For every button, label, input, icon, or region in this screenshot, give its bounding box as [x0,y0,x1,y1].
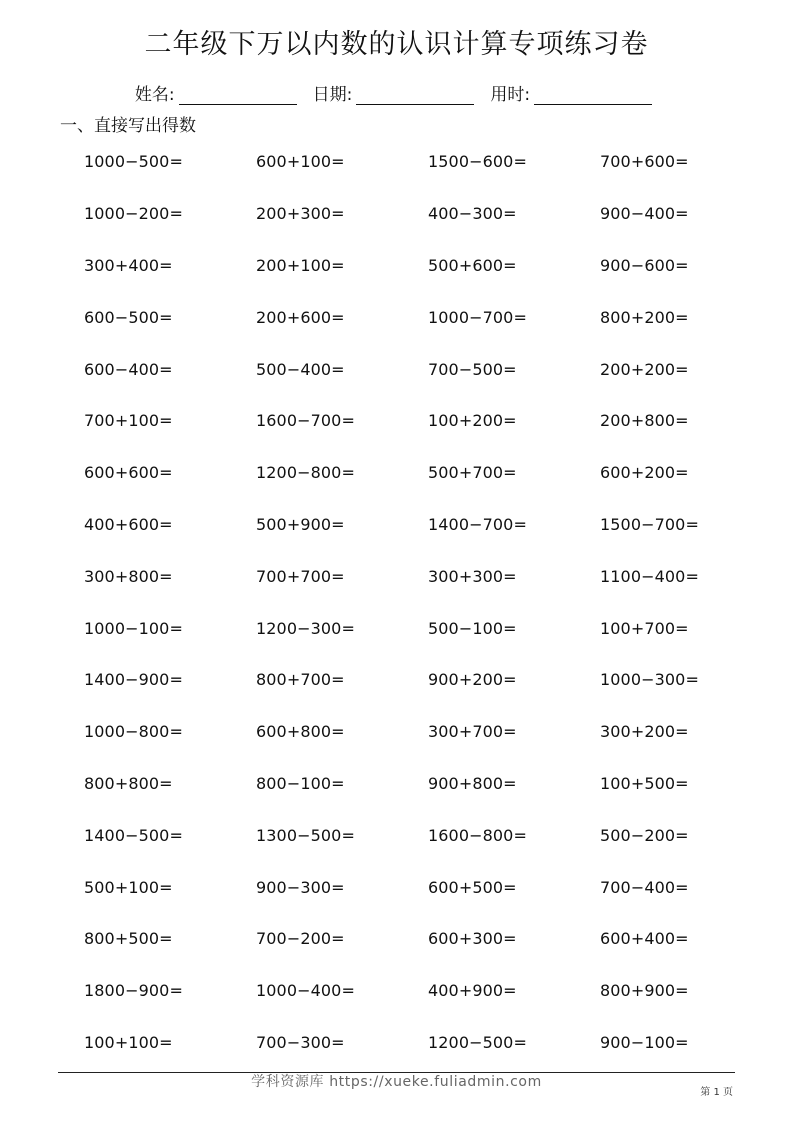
math-problem: 300+400= [84,255,173,275]
date-field [313,80,481,105]
math-problem: 500+900= [256,514,345,534]
page-number: 第 1 页 [700,1087,733,1098]
math-problem: 900−300= [256,877,345,897]
math-problem: 600+200= [600,463,689,483]
math-problem: 400+600= [84,514,173,534]
math-problem: 600+300= [428,929,517,949]
math-problem: 800+700= [256,670,345,690]
math-problem: 1000−700= [428,307,527,327]
math-problem: 1800−900= [84,981,183,1001]
math-problem: 1300−500= [256,825,355,845]
math-problem: 600+500= [428,877,517,897]
math-problem: 700−400= [600,877,689,897]
time-blank [534,88,652,105]
math-problem: 700+600= [600,152,689,172]
date-label: 日期: [312,85,353,105]
math-problem: 1500−700= [600,514,699,534]
student-info-row [0,80,793,105]
math-problem: 900+800= [428,773,517,793]
math-problem: 1200−300= [256,618,355,638]
math-problem: 600+400= [600,929,689,949]
math-problem: 500−200= [600,825,689,845]
math-problem: 900+200= [428,670,517,690]
date-blank [356,88,474,105]
math-problem: 200+200= [600,359,689,379]
math-problem: 1400−500= [84,825,183,845]
math-problem: 700−500= [428,359,517,379]
math-problem: 600−400= [84,359,173,379]
name-field [135,80,303,105]
math-problem: 400+900= [428,981,517,1001]
math-problem: 1200−500= [428,1032,527,1052]
math-problem: 300+300= [428,566,517,586]
math-problem: 300+200= [600,722,689,742]
math-problem: 100+700= [600,618,689,638]
math-problem: 500+700= [428,463,517,483]
math-problem: 700+100= [84,411,173,431]
math-problem: 700+700= [256,566,345,586]
math-problem: 600+600= [84,463,173,483]
math-problem: 300+800= [84,566,173,586]
time-field [490,80,658,105]
math-problem: 400−300= [428,204,517,224]
math-problem: 100+200= [428,411,517,431]
math-problem: 600−500= [84,307,173,327]
math-problem: 600+800= [256,722,345,742]
math-problem: 500+600= [428,255,517,275]
math-problem: 1000−400= [256,981,355,1001]
math-problem: 800+200= [600,307,689,327]
math-problem: 1100−400= [600,566,699,586]
math-problem: 900−400= [600,204,689,224]
math-problem: 200+100= [256,255,345,275]
math-problem: 900−100= [600,1032,689,1052]
math-problem: 900−600= [600,255,689,275]
math-problem: 800+800= [84,773,173,793]
math-problem: 500−100= [428,618,517,638]
math-problem: 500−400= [256,359,345,379]
section-heading: 一、直接写出得数 [60,116,196,136]
math-problem: 600+100= [256,152,345,172]
math-problem: 1400−700= [428,514,527,534]
math-problem: 1000−300= [600,670,699,690]
footer-watermark: 学科资源库 https://xueke.fuliadmin.com [251,1074,542,1090]
math-problem: 1000−500= [84,152,183,172]
math-problem: 500+100= [84,877,173,897]
math-problem: 1400−900= [84,670,183,690]
problem-grid [84,136,772,1068]
time-label: 用时: [490,85,531,105]
name-label: 姓名: [134,85,175,105]
math-problem: 800−100= [256,773,345,793]
name-blank [179,88,297,105]
math-problem: 800+900= [600,981,689,1001]
math-problem: 100+100= [84,1032,173,1052]
math-problem: 1600−700= [256,411,355,431]
math-problem: 200+300= [256,204,345,224]
math-problem: 700−300= [256,1032,345,1052]
math-problem: 300+700= [428,722,517,742]
page-title: 二年级下万以内数的认识计算专项练习卷 [144,29,649,60]
math-problem: 100+500= [600,773,689,793]
math-problem: 200+800= [600,411,689,431]
math-problem: 1200−800= [256,463,355,483]
math-problem: 700−200= [256,929,345,949]
math-problem: 800+500= [84,929,173,949]
math-problem: 1000−800= [84,722,183,742]
math-problem: 1500−600= [428,152,527,172]
math-problem: 200+600= [256,307,345,327]
math-problem: 1000−100= [84,618,183,638]
math-problem: 1000−200= [84,204,183,224]
math-problem: 1600−800= [428,825,527,845]
